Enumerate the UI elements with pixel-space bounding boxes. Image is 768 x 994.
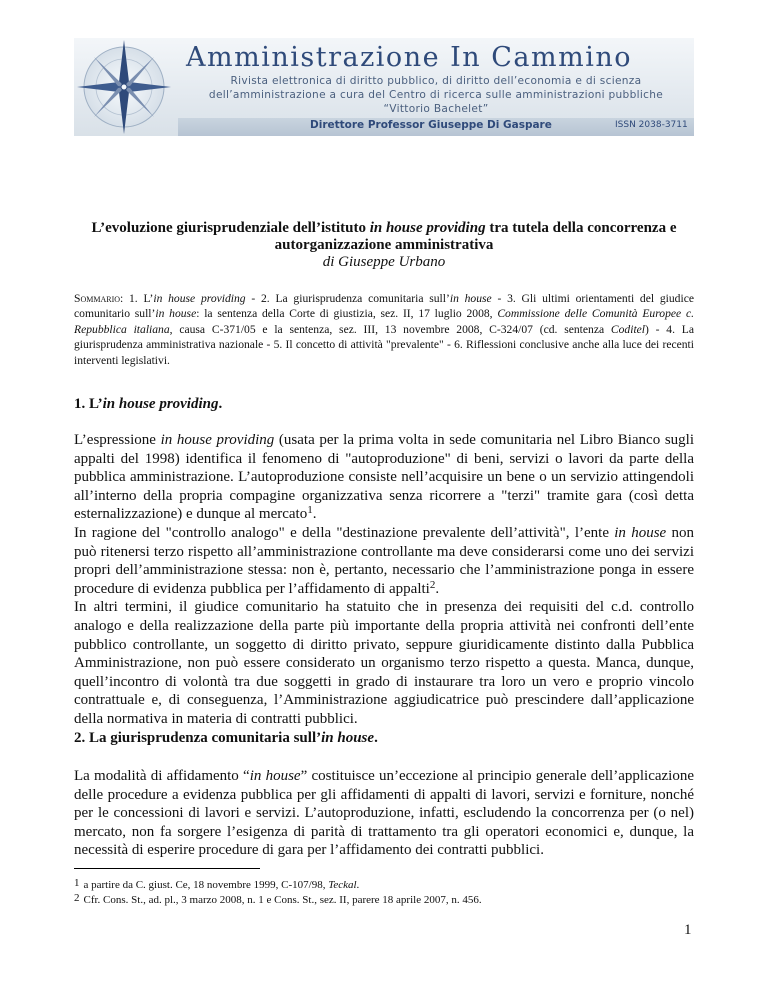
journal-masthead bbox=[74, 38, 694, 136]
summary-text: ) - 4. La giurisprudenza amministrativa nazionale - 5. Il concetto di attività "prevalente" - 6. Riflessioni conclusive anche alla luce dei recenti interventi legislativi. bbox=[74, 322, 694, 367]
paragraph-text: In ragione del "controllo analogo" e della "destinazione prevalente dell’attività", l’ente bbox=[74, 524, 615, 541]
heading-text: . bbox=[218, 396, 223, 412]
paragraph bbox=[74, 524, 694, 598]
summary-text: - 3. Gli ultimi orientamenti del giudice comunitario sull’ bbox=[74, 292, 694, 321]
article-author: di Giuseppe Urbano bbox=[322, 254, 446, 270]
summary-italic: in house bbox=[155, 307, 197, 321]
journal-director: Direttore Professor Giuseppe Di Gaspare bbox=[310, 119, 552, 131]
heading-italic: in house bbox=[321, 730, 375, 746]
footnote-italic: Teckal bbox=[328, 879, 357, 891]
paragraph-text: . bbox=[312, 506, 317, 523]
page-number: 1 bbox=[684, 922, 692, 938]
article-title bbox=[74, 220, 694, 254]
journal-subtitle-line: dell’amministrazione a cura del Centro di ricerca sulle amministrazioni pubbliche bbox=[208, 89, 664, 101]
journal-subtitle-line: “Vittorio Bachelet” bbox=[383, 103, 489, 115]
heading-text: 2. La giurisprudenza comunitaria sull’ bbox=[74, 730, 322, 746]
footnote-number: 2 bbox=[74, 891, 80, 904]
journal-title: Amministrazione In Cammino bbox=[186, 42, 633, 73]
paragraph-text: La modalità di affidamento “ bbox=[74, 768, 250, 784]
footnote-ref-2[interactable]: 2 bbox=[429, 578, 436, 591]
heading-italic: in house providing bbox=[102, 396, 219, 412]
footnote-ref-1[interactable]: 1 bbox=[307, 504, 313, 517]
paragraph-text: L’espressione bbox=[74, 432, 161, 448]
article-summary bbox=[74, 291, 694, 368]
heading-text: 1. L’ bbox=[74, 396, 103, 412]
section-1-body bbox=[74, 431, 694, 729]
footnote-text: Cfr. Cons. St., ad. pl., 3 marzo 2008, n. 1 e Cons. St., sez. II, parere 18 aprile 2007, n. 456. bbox=[83, 893, 482, 906]
paragraph: In altri termini, il giudice comunitario ha statuito che in presenza dei requisiti del c.d. controllo analogo e della realizzazione della parte più importante della propria attività nei confronti dell’ente pubblico controllante, un soggetto di diritto privato, seppure giuridicamente distinto dalla Pubblica Amministrazione, non può essere considerato un organismo terzo rispetto a questa. Manca, dunque, quell’incontro di volontà tra due soggetti in grado di instaurare tra loro un vero e proprio vincolo contrattuale e, di conseguenza, l’Amministrazione aggiudicatrice può prescindere dall’applicazione della normativa in materia di contratti pubblici. bbox=[74, 599, 694, 727]
paragraph bbox=[74, 431, 694, 524]
paragraph-text: . bbox=[435, 580, 440, 597]
journal-issn: ISSN 2038-3711 bbox=[615, 120, 688, 130]
journal-subtitle-line: Rivista elettronica di diritto pubblico, di diritto dell’economia e di scienza bbox=[230, 75, 642, 87]
paragraph-text: non può ritenersi terzo rispetto all’amministrazione controllante ma deve considerarsi come uno dei servizi propri dell’amministrazione stessa: non è, pertanto, necessario che l’amministrazione ponga in essere procedure di evidenza pubblica per l’affidamento di appalti bbox=[74, 524, 694, 597]
summary-italic: Coditel bbox=[610, 322, 646, 336]
article-title-text: L’evoluzione giurisprudenziale dell’istituto bbox=[91, 220, 370, 236]
heading-text: . bbox=[374, 730, 378, 746]
summary-text: , causa C-371/05 e la sentenza, sez. III, 13 novembre 2008, C-324/07 (cd. sentenza bbox=[169, 322, 611, 336]
article-title-italic: in house providing bbox=[369, 220, 486, 236]
footnote-text: a partire da C. giust. Ce, 18 novembre 1999, C-107/98, bbox=[83, 879, 329, 891]
summary-text: 1. L’ bbox=[123, 292, 154, 305]
summary-italic: Commissione delle Comunità Europee c. Repubblica italiana bbox=[74, 307, 694, 336]
summary-italic: in house bbox=[449, 292, 492, 305]
summary-text: : la sentenza della Corte di giustizia, sez. II, 17 luglio 2008, bbox=[196, 307, 498, 321]
section-1-heading bbox=[74, 396, 694, 413]
footnotes bbox=[74, 878, 694, 907]
paragraph-text: ” costituisce un’eccezione al principio generale dell’applicazione delle procedure a evidenza pubblica per gli affidamenti di appalti di lavori, servizi e forniture, nonché per le concessioni di lavori e servizi. L’autoproduzione, infatti, escludendo la concorrenza per (o nel) mercato, non fa sorgere l’esigenza di parità di trattamento tra gli operatori economici e, dunque, la necessità di esperire procedure di gara per l’affidamento dei contratti pubblici. bbox=[74, 768, 695, 859]
paragraph-italic: in house providing bbox=[160, 432, 275, 448]
journal-subtitle bbox=[186, 74, 686, 116]
footnote-divider bbox=[74, 868, 260, 869]
compass-rose-icon bbox=[74, 38, 184, 136]
paragraph-italic: in house bbox=[614, 524, 667, 541]
footnote-number: 1 bbox=[74, 877, 80, 889]
summary-italic: in house providing bbox=[153, 292, 246, 305]
summary-text: - 2. La giurisprudenza comunitaria sull’ bbox=[245, 292, 450, 305]
footnote-text: . bbox=[356, 879, 360, 891]
paragraph-text: (usata per la prima volta in sede comunitaria nel Libro Bianco sugli appalti del 1998) identifica il fenomeno di "autoproduzione" di beni, servizi o lavori da parte della pubblica amministrazione. L’autoproduzione consiste nell’acquisire un bene o un servizio attingendoli all’interno della propria compagine organizzativa senza ricorrere a "terzi" tramite gara (così detta esternalizzazione) e dunque al mercato bbox=[74, 432, 695, 523]
footnote-1 bbox=[74, 878, 694, 893]
section-2-body bbox=[74, 767, 694, 860]
summary-label: Sommario: bbox=[74, 292, 124, 305]
paragraph-italic: in house bbox=[249, 768, 301, 784]
article-title-text: tra tutela della concorrenza e autorganizzazione amministrativa bbox=[274, 220, 677, 253]
section-2-heading bbox=[74, 730, 694, 747]
footnote-2 bbox=[74, 893, 694, 908]
